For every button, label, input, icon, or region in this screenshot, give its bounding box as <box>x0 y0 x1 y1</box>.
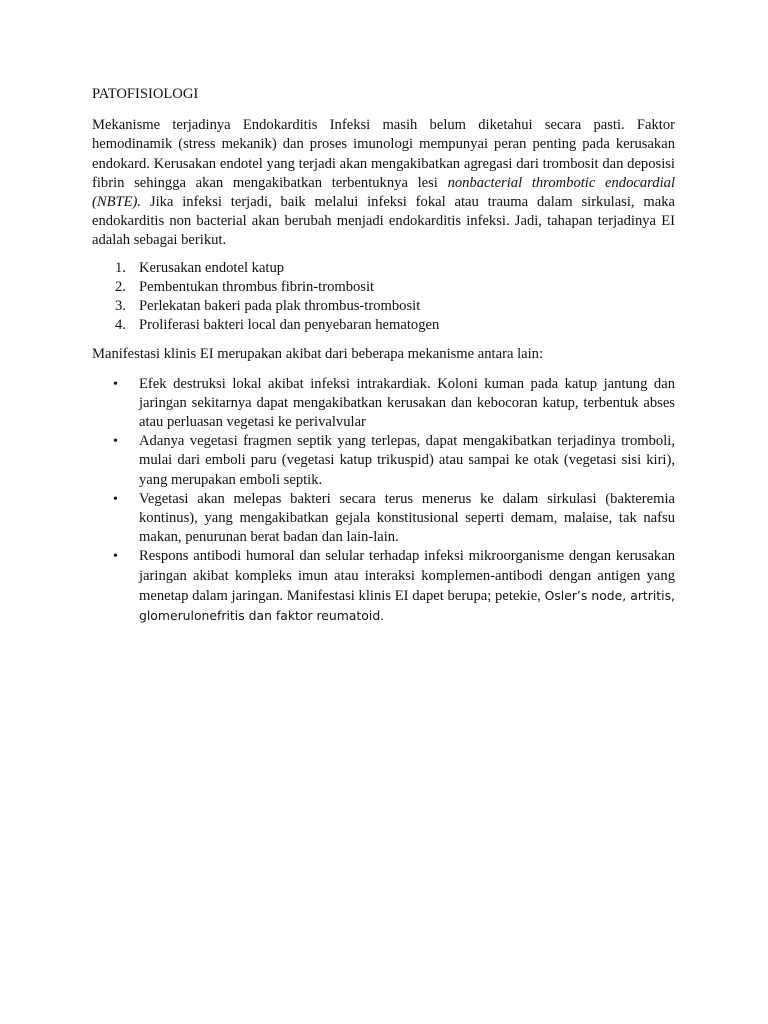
list-item <box>92 297 675 316</box>
list-item-number: 2. <box>115 278 126 295</box>
bullet-item <box>92 375 675 433</box>
list-item-number: 4. <box>115 317 126 334</box>
bullet-icon: • <box>113 491 118 507</box>
list-item <box>92 278 675 297</box>
intro-paragraph <box>92 116 675 250</box>
bullet-item-text: Efek destruksi lokal akibat infeksi intrakardiak. Koloni kuman pada katup jantung dan jaringan sekitarnya dapat mengakibatkan kerusakan dan kebocoran katup, terbentuk abses atau perluasan vegetasi ke perivalvular <box>139 375 675 431</box>
bullet-item <box>92 432 675 490</box>
intro-paragraph-text-1: Mekanisme terjadinya Endokarditis Infeksi masih belum diketahui secara pasti. Faktor hemodinamik (stress mekanik) dan proses imunologi mempunyai peran penting pada kerusakan endokard. Kerusakan endotel yang terjadi akan mengakibatkan agregasi dari trombosit dan deposisi fibrin sehingga akan mengakibatkan terbentuknya lesi <box>92 117 675 191</box>
list-item-text: Proliferasi bakteri local dan penyebaran hematogen <box>139 317 440 334</box>
list-item-text: Pembentukan thrombus fibrin-trombosit <box>139 278 375 295</box>
manifestation-intro: Manifestasi klinis EI merupakan akibat dari beberapa mekanisme antara lain: <box>92 346 544 363</box>
section-heading: PATOFISIOLOGI <box>92 86 199 102</box>
list-item-number: 1. <box>115 259 126 276</box>
bullet-item-text: Vegetasi akan melepas bakteri secara terus menerus ke dalam sirkulasi (bakteremia kontinus), yang mengakibatkan gejala konstitusional seperti demam, malaise, tak nafsu makan, penurunan berat badan dan lain-lain. <box>139 490 675 546</box>
bullet-item <box>92 547 675 626</box>
intro-paragraph-text-2: Jika infeksi terjadi, baik melalui infeksi fokal atau trauma dalam sirkulasi, maka endokarditis non bacterial akan berubah menjadi endokarditis infeksi. Jadi, tahapan terjadinya EI adalah sebagai berikut. <box>92 194 675 249</box>
document-page <box>92 85 675 626</box>
bullet-item-text-tail: Osler’s node, artritis, glomerulonefritis dan faktor reumatoid. <box>139 587 675 624</box>
bullet-item-text: Respons antibodi humoral dan selular terhadap infeksi mikroorganisme dengan kerusakan jaringan akibat kompleks imun atau interaksi komplemen-antibodi dengan antigen yang menetap dalam jaringan. Manifestasi klinis EI dapet berupa; petekie, <box>139 548 675 604</box>
list-item-text: Kerusakan endotel katup <box>139 259 285 276</box>
bullet-icon: • <box>113 434 118 450</box>
list-item-text: Perlekatan bakeri pada plak thrombus-trombosit <box>139 298 421 315</box>
intro-paragraph-italic-term: nonbacterial thrombotic endocardial (NBTE). <box>92 174 675 211</box>
list-item <box>92 259 675 278</box>
manifestation-bullet-list <box>92 375 675 627</box>
bullet-icon: • <box>113 376 118 392</box>
list-item <box>92 316 675 335</box>
bullet-icon: • <box>113 549 118 565</box>
bullet-item-text: Adanya vegetasi fragmen septik yang terlepas, dapat mengakibatkan terjadinya tromboli, mulai dari emboli paru (vegetasi katup trikuspid) atau sampai ke otak (vegetasi sisi kiri), yang merupakan emboli septik. <box>139 433 675 488</box>
list-item-number: 3. <box>115 298 126 315</box>
pathogenesis-steps-list <box>92 259 675 336</box>
bullet-item <box>92 490 675 548</box>
